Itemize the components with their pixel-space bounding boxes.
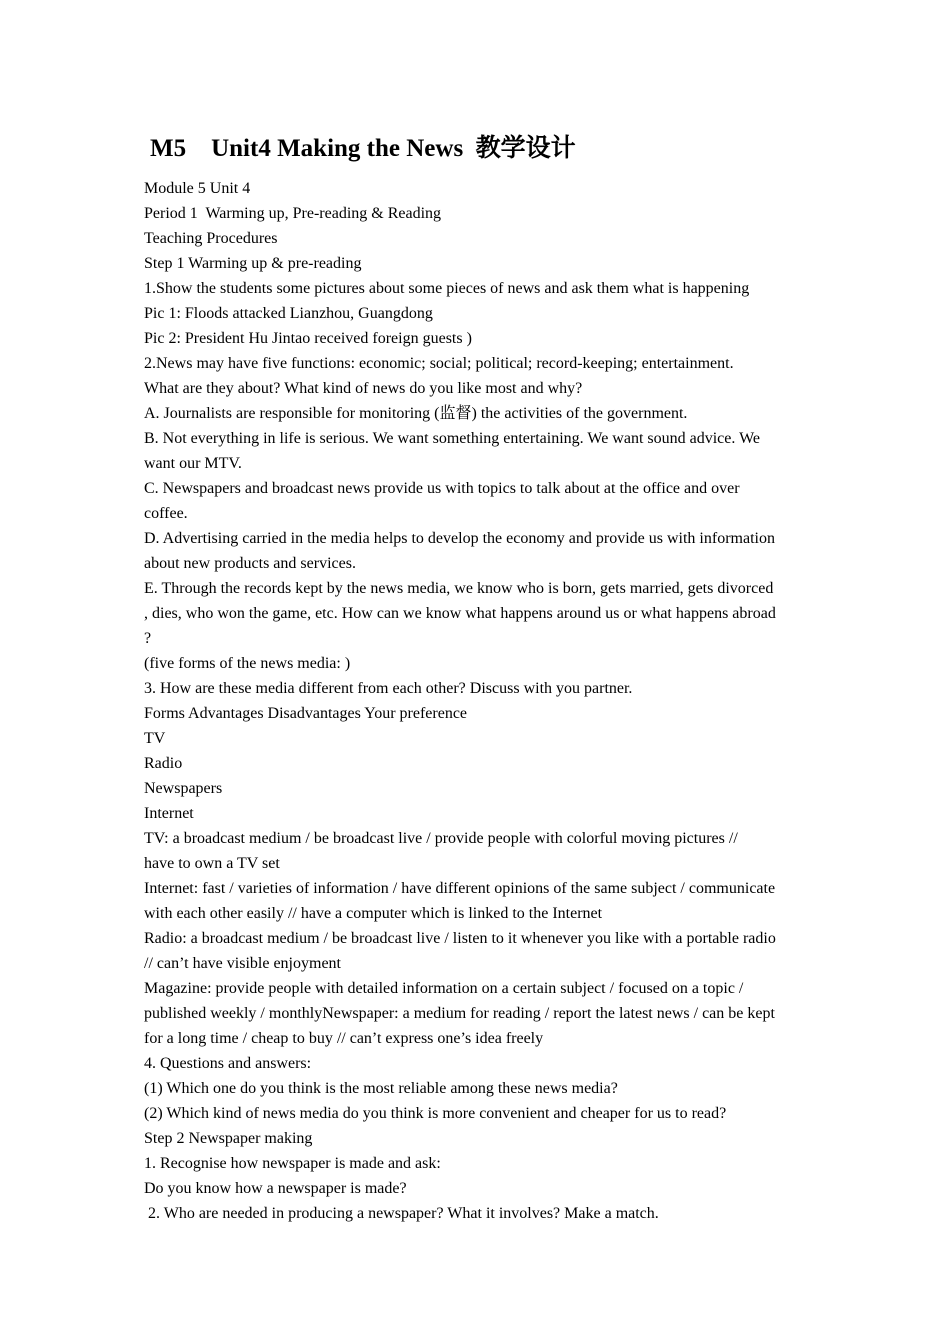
text-line: TV: [144, 730, 166, 747]
text-line: 4. Questions and answers:: [144, 1055, 312, 1072]
text-line: Do you know how a newspaper is made?: [144, 1180, 407, 1197]
text-line: Radio: [144, 755, 183, 772]
text-line: want our MTV.: [144, 455, 242, 472]
text-line: D. Advertising carried in the media helps to develop the economy and provide us with information: [144, 530, 775, 547]
text-line: 2.News may have five functions: economic; social; political; record-keeping; entertainment.: [144, 355, 734, 372]
text-line: about new products and services.: [144, 555, 356, 572]
text-line: 1. Recognise how newspaper is made and ask:: [144, 1155, 441, 1172]
text-line: TV: a broadcast medium / be broadcast live / provide people with colorful moving pictures //: [144, 830, 738, 847]
text-line: Internet: fast / varieties of information / have different opinions of the same subject / communicate: [144, 880, 776, 897]
text-line: B. Not everything in life is serious. We want something entertaining. We want sound advice. We: [144, 430, 761, 447]
document-page: [144, 130, 814, 1226]
text-line: 3. How are these media different from each other? Discuss with you partner.: [144, 680, 633, 697]
text-line: 2. Who are needed in producing a newspaper? What it involves? Make a match.: [144, 1205, 659, 1222]
text-line: for a long time / cheap to buy // can’t express one’s idea freely: [144, 1030, 544, 1047]
text-line: 1.Show the students some pictures about some pieces of news and ask them what is happening: [144, 280, 750, 297]
text-line: Pic 1: Floods attacked Lianzhou, Guangdong: [144, 305, 433, 322]
text-line: ?: [144, 630, 152, 647]
text-line: Newspapers: [144, 780, 223, 797]
text-line: with each other easily // have a computer which is linked to the Internet: [144, 905, 603, 922]
text-line: (1) Which one do you think is the most reliable among these news media?: [144, 1080, 618, 1097]
text-line: Step 2 Newspaper making: [144, 1130, 313, 1147]
text-line: C. Newspapers and broadcast news provide us with topics to talk about at the office and over: [144, 480, 740, 497]
text-line: What are they about? What kind of news do you like most and why?: [144, 380, 583, 397]
text-line: coffee.: [144, 505, 188, 522]
text-line: have to own a TV set: [144, 855, 280, 872]
text-line: Internet: [144, 805, 194, 822]
text-line: (five forms of the news media: ): [144, 655, 351, 672]
text-line: Module 5 Unit 4: [144, 180, 251, 197]
text-line: published weekly / monthlyNewspaper: a medium for reading / report the latest news / can be kept: [144, 1005, 775, 1022]
text-line: Step 1 Warming up & pre-reading: [144, 255, 362, 272]
text-line: A. Journalists are responsible for monitoring (监督) the activities of the government.: [144, 405, 688, 422]
text-line: (2) Which kind of news media do you think is more convenient and cheaper for us to read?: [144, 1105, 727, 1122]
text-line: , dies, who won the game, etc. How can we know what happens around us or what happens abroad: [144, 605, 776, 622]
text-line: // can’t have visible enjoyment: [144, 955, 341, 972]
text-line: Radio: a broadcast medium / be broadcast live / listen to it whenever you like with a portable radio: [144, 930, 776, 947]
text-line: Teaching Procedures: [144, 230, 278, 247]
text-line: Period 1 Warming up, Pre-reading & Reading: [144, 205, 442, 222]
text-line: Forms Advantages Disadvantages Your preference: [144, 705, 468, 722]
document-title: M5 Unit4 Making the News 教学设计: [150, 135, 576, 162]
text-line: Pic 2: President Hu Jintao received foreign guests ): [144, 330, 472, 347]
text-line: E. Through the records kept by the news media, we know who is born, gets married, gets divorced: [144, 580, 774, 597]
document-body: [144, 176, 814, 1226]
text-line: Magazine: provide people with detailed information on a certain subject / focused on a topic /: [144, 980, 744, 997]
